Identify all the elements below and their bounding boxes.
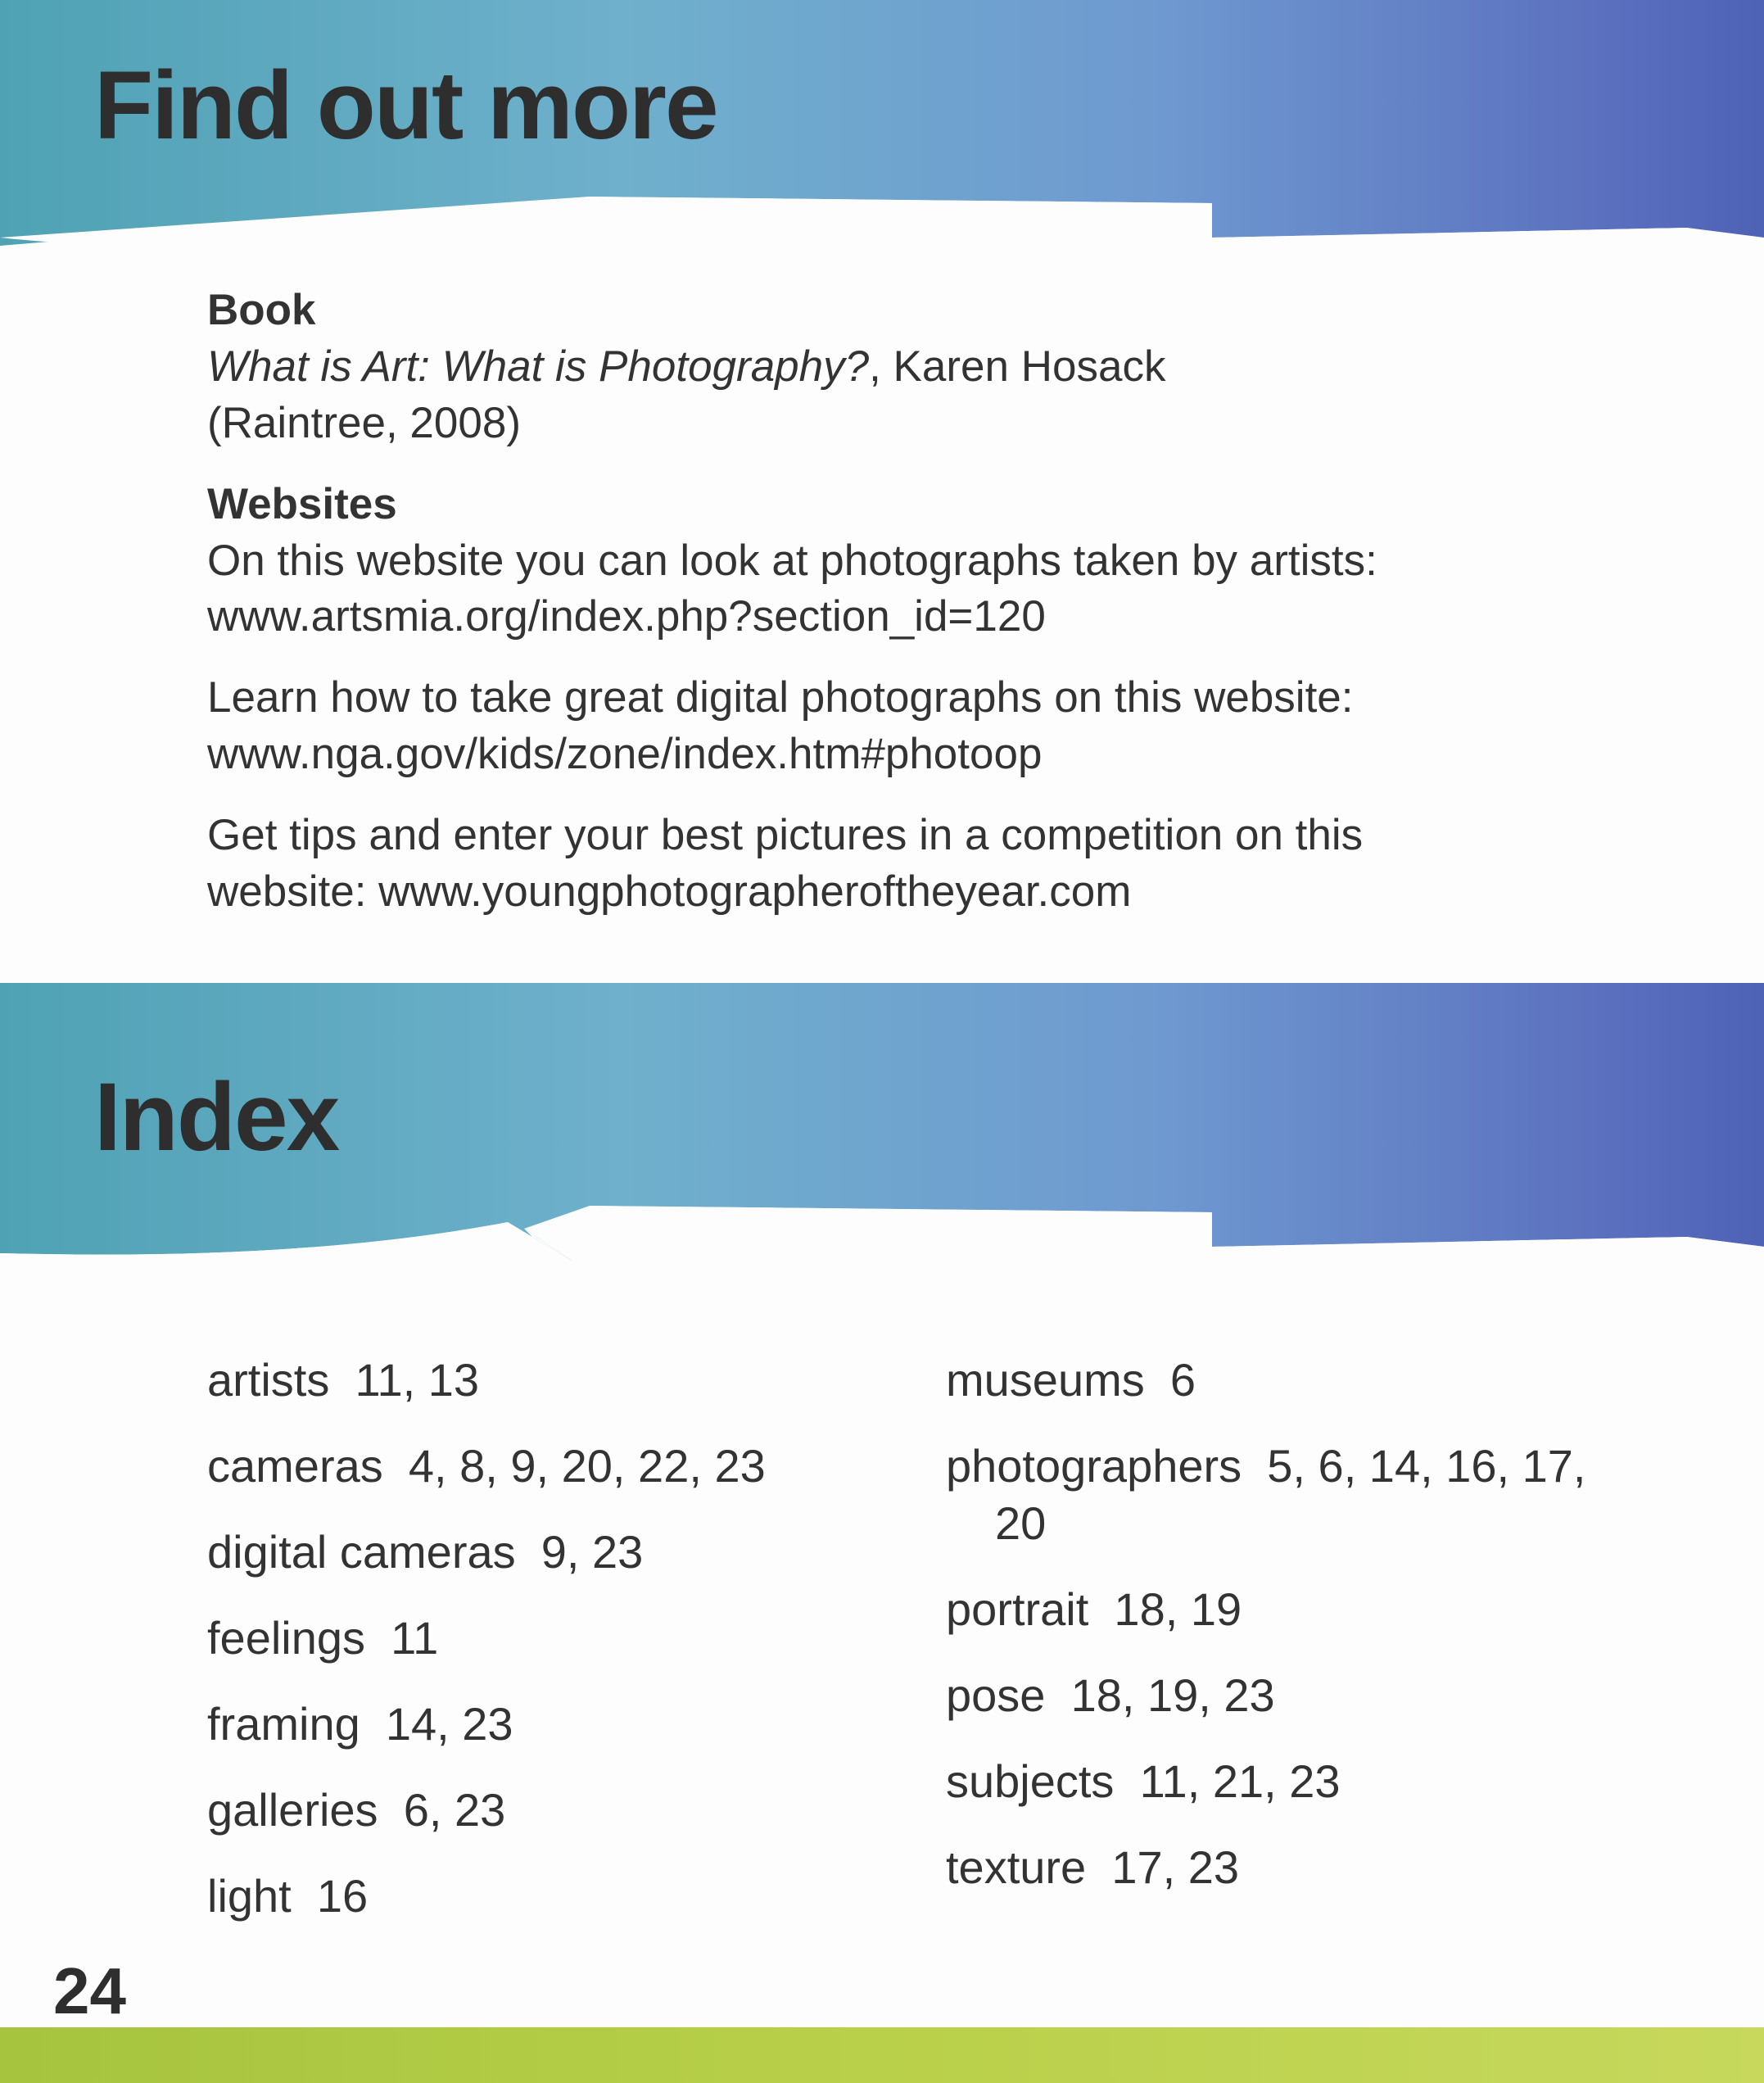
index-entry: subjects 11, 21, 23 xyxy=(946,1755,1341,1807)
index-entry: light 16 xyxy=(207,1870,369,1922)
website-1-description: On this website you can look at photographs taken by artists: xyxy=(207,536,1377,585)
book-author: , Karen Hosack xyxy=(869,342,1166,391)
website-3-description: Get tips and enter your best pictures in a competition on this xyxy=(207,811,1364,860)
website-1-url: www.artsmia.org/index.php?section_id=120 xyxy=(207,592,1046,641)
book-title: What is Art: What is Photography? xyxy=(207,342,870,391)
find-out-more-content xyxy=(207,283,1377,921)
index-left-column xyxy=(207,1352,766,1954)
index-entry: artists 11, 13 xyxy=(207,1354,480,1406)
book-publisher: (Raintree, 2008) xyxy=(207,398,521,447)
index-entry: museums 6 xyxy=(946,1354,1196,1406)
index-entry-continuation: 20 xyxy=(995,1497,1047,1549)
index-right-column xyxy=(946,1352,1585,1925)
footer-bar xyxy=(0,2027,1764,2083)
page-number: 24 xyxy=(53,1954,126,2027)
book-heading: Book xyxy=(207,286,316,334)
index-entry: digital cameras 9, 23 xyxy=(207,1526,644,1578)
website-3-url: website: www.youngphotographeroftheyear.com xyxy=(207,867,1132,917)
show-through-text xyxy=(98,405,111,459)
index-entry: pose 18, 19, 23 xyxy=(946,1669,1275,1721)
websites-heading: Websites xyxy=(207,479,397,528)
index-entry: texture 17, 23 xyxy=(946,1841,1240,1893)
index-entry: framing 14, 23 xyxy=(207,1698,513,1750)
index-entry: galleries 6, 23 xyxy=(207,1784,506,1836)
index-entry: photographers 5, 6, 14, 16, 17, 20 xyxy=(946,1438,1585,1552)
website-2-url: www.nga.gov/kids/zone/index.htm#photoop xyxy=(207,730,1043,779)
index-title: Index xyxy=(94,1063,339,1171)
index-entry: portrait 18, 19 xyxy=(946,1583,1242,1635)
book-reference xyxy=(207,339,1377,396)
index-entry: feelings 11 xyxy=(207,1612,439,1664)
website-2-description: Learn how to take great digital photographs on this website: xyxy=(207,673,1354,722)
find-out-more-title: Find out more xyxy=(94,52,717,160)
index-entry: cameras 4, 8, 9, 20, 22, 23 xyxy=(207,1440,766,1492)
